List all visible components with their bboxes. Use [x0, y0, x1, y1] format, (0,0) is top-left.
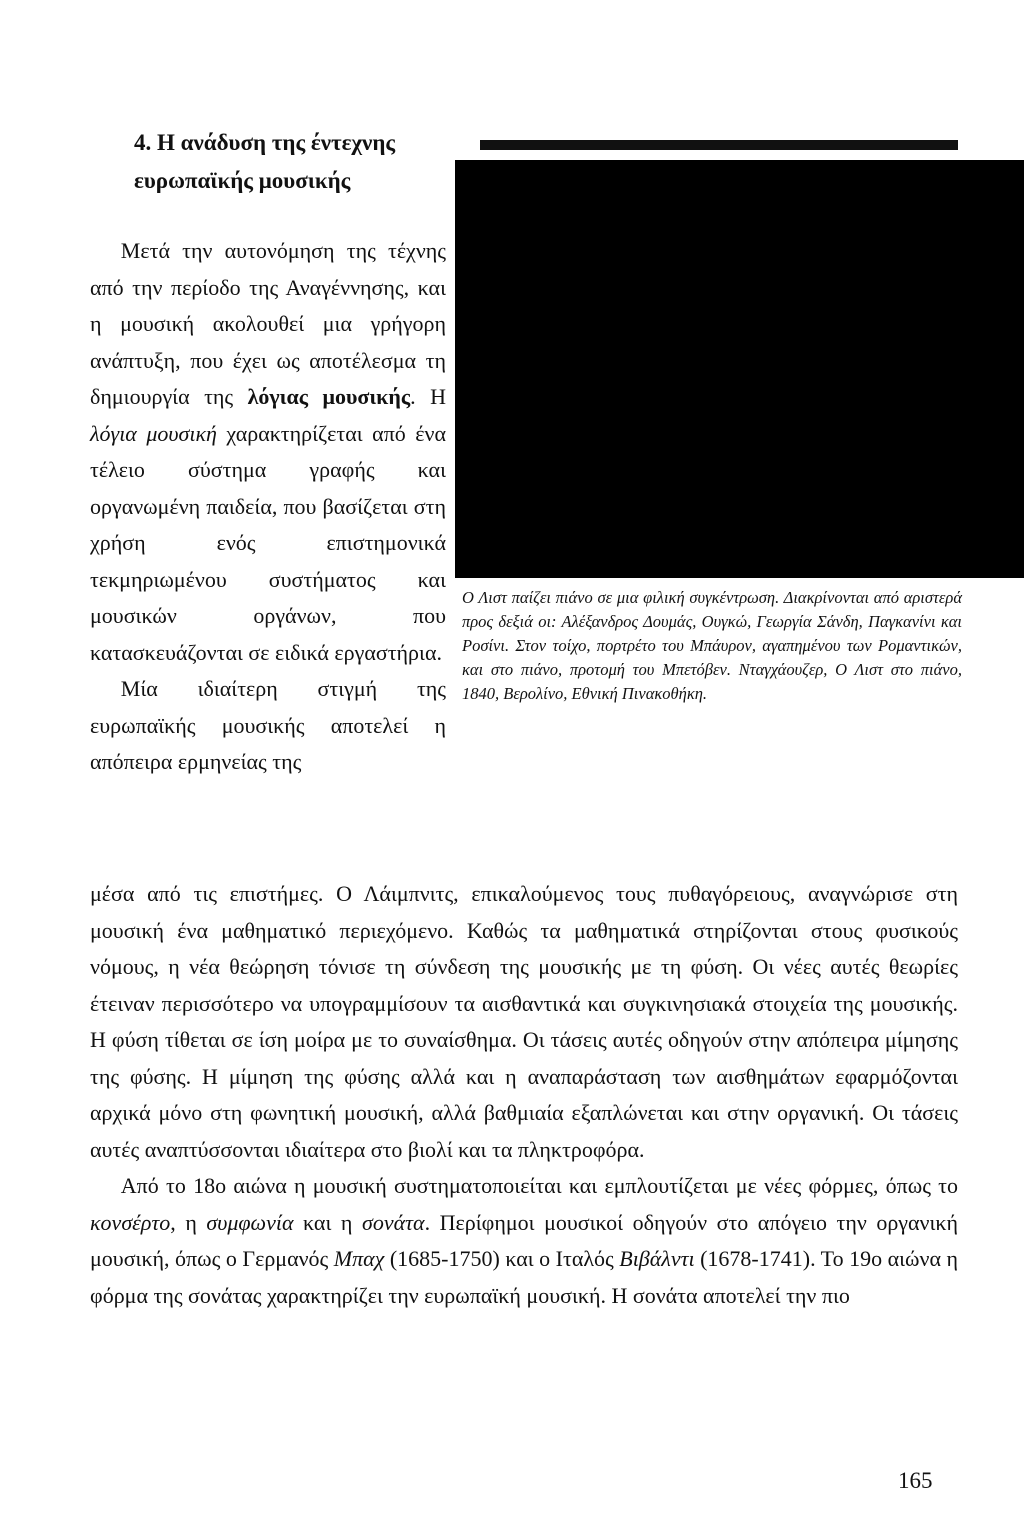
- paragraph-3: [90, 1168, 958, 1314]
- paragraph-1-text: . Η: [410, 384, 447, 409]
- paragraph-3-text: . Περίφημοι μουσικοί οδηγούν στο απόγειο την οργανική μουσική, όπως ο Γερμανός: [90, 1209, 958, 1271]
- paragraph-3-text: , η: [170, 1209, 207, 1235]
- italic-term: Βιβάλντι: [619, 1246, 695, 1271]
- paragraph-3-text: (1685-1750) και ο Ιταλός: [384, 1246, 620, 1271]
- section-title: 4. Η ανάδυση της έντεχνης ευρωπαϊκής μουσικής: [134, 130, 396, 193]
- page-number: 165: [898, 1468, 933, 1493]
- italic-term: λόγια μουσική: [90, 420, 217, 446]
- paragraph-3-text: Από το 18ο αιώνα η μουσική συστηματοποιείται και εμπλουτίζεται με νέες φόρμες, όπως το: [120, 1173, 958, 1198]
- bold-term: λόγιας μουσικής: [247, 384, 411, 409]
- photo-caption: Ο Λιστ παίζει πιάνο σε μια φιλική συγκέντρωση. Διακρίνονται από αριστερά προς δεξιά οι: Αλέξανδρος Δουμάς, Ουγκώ, Γεωργία Σάνδη, Παγκανίνι και Ροσίνι. Στον τοίχο, πορτρέτο του Μπάυρον, αγαπημένου των Ρομαντικών, και στο πιάνο, προτομή του Μπετόβεν. Νταγχάουζερ, Ο Λιστ στο πιάνο, 1840, Βερολίνο, Εθνική Πινακοθήκη.: [462, 588, 962, 703]
- italic-term: συμφωνία: [206, 1209, 294, 1235]
- paragraph-1-text: Μετά την αυτονόμηση της τέχνης από την περίοδο της Αναγέννησης, και η μουσική ακολουθεί μια γρήγορη ανάπτυξη, που έχει ως αποτέλεσμα τη δημιουργία της: [90, 238, 446, 409]
- italic-term: σονάτα: [361, 1209, 425, 1235]
- wide-text-column: [90, 876, 958, 1314]
- paragraph-2-continued: μέσα από τις επιστήμες. Ο Λάιμπνιτς, επικαλούμενος τους πυθαγόρειους, αναγνώρισε στη μουσική ένα μαθηματικό περιεχόμενο. Καθώς τα μαθηματικά στηρίζονται στους φυσικούς νόμους, η νέα θεώρηση τόνισε τη σύνδεση της μουσικής με τη φύση. Οι νέες αυτές θεωρίες έτειναν περισσότερο να υπογραμμίσουν τα αισθαντικά και συγκινησιακά στοιχεία της μουσικής. Η φύση τίθεται σε ίση μοίρα με το συναίσθημα. Οι τάσεις αυτές οδηγούν στην απόπειρα μίμησης της φύσης. Η μίμηση της φύσης αλλά και η αναπαράσταση των αισθημάτων εφαρμόζονται αρχικά μόνο στη φωνητική μουσική, αλλά βαθμιαία εξαπλώνεται και στην οργανική. Οι τάσεις αυτές αναπτύσσονται ιδιαίτερα στο βιολί και τα πληκτροφόρα.: [90, 881, 958, 1162]
- artwork-photo: [455, 160, 1024, 578]
- paragraph-2-start: Μία ιδιαίτερη στιγμή της ευρωπαϊκής μουσικής αποτελεί η απόπειρα ερμηνείας της: [90, 676, 446, 774]
- paragraph-1-text: χαρακτηρίζεται από ένα τέλειο σύστημα γραφής και οργανωμένη παιδεία, που βασίζεται στη χρήση ενός επιστημονικά τεκμηριωμένου συστήματος και μουσικών οργάνων, που κατασκευάζονται σε ειδικά εργαστήρια.: [90, 420, 446, 665]
- italic-term: Μπαχ: [333, 1246, 385, 1271]
- narrow-text-column: [90, 233, 446, 781]
- paragraph-1: [90, 233, 446, 671]
- title-rule: [480, 140, 958, 150]
- paragraph-3-text: και η: [293, 1209, 362, 1235]
- paragraph-3-text: (1678-1741). Το 19ο αιώνα η φόρμα της σονάτας χαρακτηρίζει την ευρωπαϊκή μουσική. Η σονάτα αποτελεί την πιο: [90, 1246, 959, 1308]
- italic-term: κονσέρτο: [90, 1209, 171, 1235]
